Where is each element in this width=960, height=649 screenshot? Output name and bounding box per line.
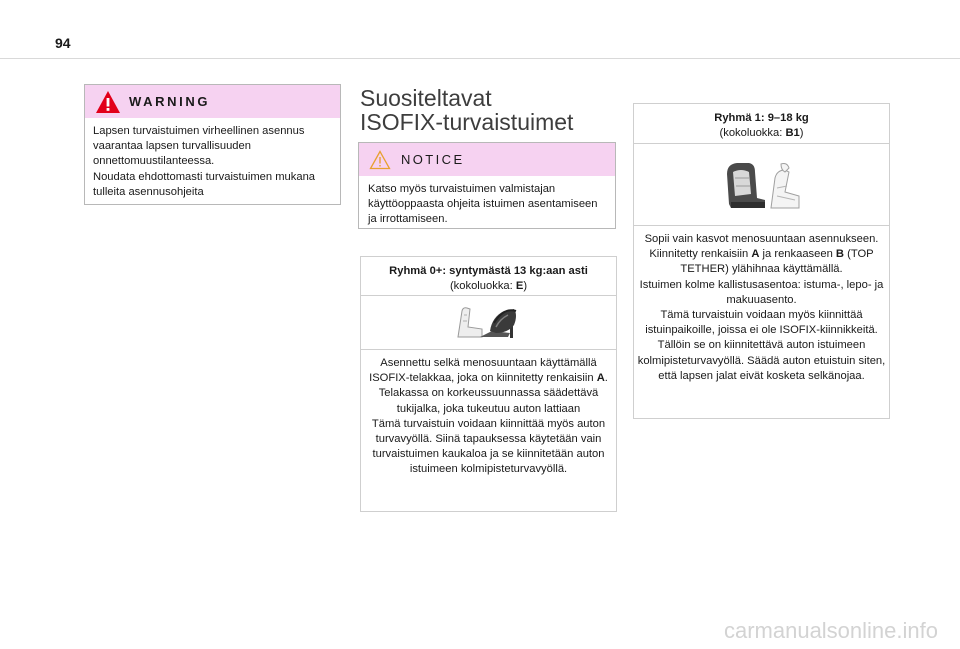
group1-size-class: (kokoluokka: B1) [719, 127, 804, 140]
warning-text [85, 118, 340, 200]
infant-carrier-base-illustration [452, 303, 526, 343]
warning-line: Noudata ehdottomasti turvaistuimen mukana tulleita asennusohjeita [93, 170, 316, 198]
group1-desc-2: Kiinnitetty renkaisiin A ja renkaaseen B (TOP TETHER) ylähihnaa käyttämällä. [649, 248, 874, 276]
watermark: carmanualsonline.info [723, 618, 938, 643]
warning-triangle-icon [95, 90, 121, 114]
group1-header [634, 104, 889, 144]
group0-title: Ryhmä 0+: syntymästä 13 kg:aan asti [389, 265, 588, 277]
header-divider [0, 58, 960, 59]
group0-table [360, 256, 617, 512]
warning-title: WARNING [129, 94, 211, 109]
notice-title: NOTICE [401, 152, 465, 167]
child-seat-illustration [719, 158, 805, 212]
group0-header [361, 257, 616, 296]
notice-text: Katso myös turvaistuimen valmistajan käyttöoppaasta ohjeita istuimen asentamiseen ja irrottamiseen. [368, 183, 598, 226]
warning-callout [84, 84, 341, 205]
warning-header [85, 85, 340, 118]
notice-callout [358, 142, 616, 229]
group0-desc-2: Telakassa on korkeussuunnassa säädettävä tukijalka, joka tukeutuu auton lattiaan [378, 387, 599, 415]
warning-line: Lapsen turvaistuimen virheellinen asennus vaarantaa lapsen turvallisuuden onnettomuustilanteessa. [93, 125, 305, 168]
group0-desc-3: Tämä turvaistuin voidaan kiinnittää myös auton turvavyöllä. Siinä tapauksessa käytetään vain turvaistuimen kaukaloa ja se kiinnitetään auton istuimeen kolmipisteturvavyöllä. [371, 417, 606, 476]
notice-triangle-icon [369, 150, 391, 170]
section-title [360, 86, 573, 134]
group1-title: Ryhmä 1: 9–18 kg [714, 112, 809, 124]
group1-description [634, 226, 889, 384]
page-number: 94 [55, 35, 71, 51]
group1-table [633, 103, 890, 419]
group1-image-cell [634, 144, 889, 226]
group1-desc-3: Istuimen kolme kallistusasentoa: istuma-, lepo- ja makuuasento. [639, 278, 884, 306]
group0-image-cell [361, 296, 616, 350]
notice-header [359, 143, 615, 176]
group0-description [361, 350, 616, 478]
group0-desc-1: Asennettu selkä menosuuntaan käyttämällä ISOFIX-telakkaa, joka on kiinnitetty renkaisiin A. [369, 357, 608, 385]
section-title-line2: ISOFIX-turvaistuimet [360, 109, 574, 135]
group1-desc-4: Tämä turvaistuin voidaan myös kiinnittää istuinpaikoille, joissa ei ole ISOFIX-kiinnikkeitä. Tällöin se on kiinnitettävä auton istuimeen kolmipisteturvavyöllä. Säädä auton etuistuin siten, että lapsen jalat eivät kosketa selkänojaa. [637, 309, 886, 382]
group0-size-class: (kokoluokka: E) [449, 280, 528, 293]
section-title-line1: Suositeltavat [360, 85, 492, 111]
group1-desc-1: Sopii vain kasvot menosuuntaan asennukseen. [644, 233, 879, 245]
